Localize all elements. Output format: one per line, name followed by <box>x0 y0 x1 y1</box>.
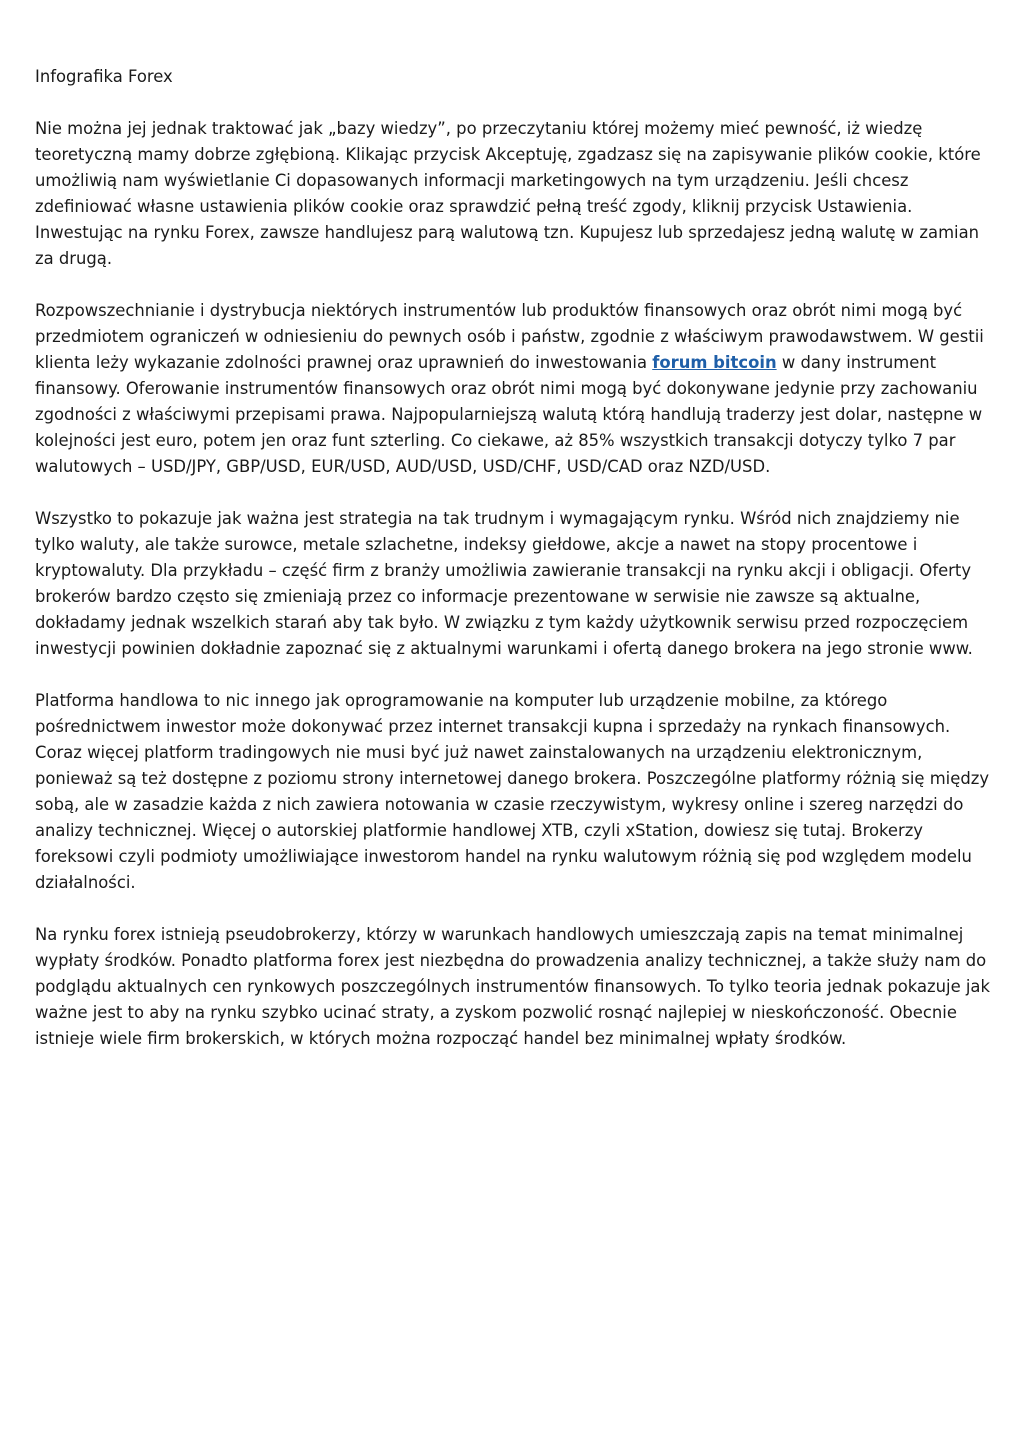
paragraph-4: Platforma handlowa to nic innego jak oprogramowanie na komputer lub urządzenie mobilne, za którego pośrednictwem inwestor może dokonywać przez internet transakcji kupna i sprzedaży na rynkach finansowych. Coraz więcej platform tradingowych nie musi być już nawet zainstalowanych na urządzeniu elektronicznym, ponieważ są też dostępne z poziomu strony internetowej danego brokera. Poszczególne platformy różnią się między sobą, ale w zasadzie każda z nich zawiera notowania w czasie rzeczywistym, wykresy online i szereg narzędzi do analizy technicznej. Więcej o autorskiej platformie handlowej XTB, czyli xStation, dowiesz się tutaj. Brokerzy foreksowi czyli podmioty umożliwiające inwestorom handel na rynku walutowym różnią się pod względem modelu działalności. <box>35 691 990 892</box>
paragraph-2 <box>35 298 995 480</box>
document-title: Infografika Forex <box>35 67 173 86</box>
paragraph-1: Nie można jej jednak traktować jak „bazy wiedzy”, po przeczytaniu której możemy mieć pewność, iż wiedzę teoretyczną mamy dobrze zgłębioną. Klikając przycisk Akceptuję, zgadzasz się na zapisywanie plików cookie, które umożliwią nam wyświetlanie Ci dopasowanych informacji marketingowych na tym urządzeniu. Jeśli chcesz zdefiniować własne ustawienia plików cookie oraz sprawdzić pełną treść zgody, kliknij przycisk Ustawienia. Inwestując na rynku Forex, zawsze handlujesz parą walutową tzn. Kupujesz lub sprzedajesz jedną walutę w zamian za drugą. <box>35 119 981 268</box>
paragraph-2-text-before: Rozpowszechnianie i dystrybucja niektórych instrumentów lub produktów finansowych oraz obrót nimi mogą być przedmiotem ograniczeń w odniesieniu do pewnych osób i państw, zgodnie z właściwym prawodawstwem. W gestii klienta leży wykazanie zdolności prawnej oraz uprawnień do inwestowania <box>35 301 984 372</box>
paragraph-5: Na rynku forex istnieją pseudobrokerzy, którzy w warunkach handlowych umieszczają zapis na temat minimalnej wypłaty środków. Ponadto platforma forex jest niezbędna do prowadzenia analizy technicznej, a także służy nam do podglądu aktualnych cen rynkowych poszczególnych instrumentów finansowych. To tylko teoria jednak pokazuje jak ważne jest to aby na rynku szybko ucinać straty, a zyskom pozwolić rosnąć najlepiej w nieskończoność. Obecnie istnieje wiele firm brokerskich, w których można rozpocząć handel bez minimalnej wpłaty środków. <box>35 925 990 1048</box>
paragraph-2-text-after: w dany instrument finansowy. Oferowanie instrumentów finansowych oraz obrót nimi mogą być dokonywane jedynie przy zachowaniu zgodności z właściwymi przepisami prawa. Najpopularniejszą walutą którą handlują traderzy jest dolar, następne w kolejności jest euro, potem jen oraz funt szterling. Co ciekawe, aż 85% wszystkich transakcji dotyczy tylko 7 par walutowych – USD/JPY, GBP/USD, EUR/USD, AUD/USD, USD/CHF, USD/CAD oraz NZD/USD. <box>35 353 983 476</box>
forum-bitcoin-link[interactable]: forum bitcoin <box>652 353 777 372</box>
paragraph-3: Wszystko to pokazuje jak ważna jest strategia na tak trudnym i wymagającym rynku. Wśród nich znajdziemy nie tylko waluty, ale także surowce, metale szlachetne, indeksy giełdowe, akcje a nawet na stopy procentowe i kryptowaluty. Dla przykładu – część firm z branży umożliwia zawieranie transakcji na rynku akcji i obligacji. Oferty brokerów bardzo często się zmieniają przez co informacje prezentowane w serwisie nie zawsze są aktualne, dokładamy jednak wszelkich starań aby tak było. W związku z tym każdy użytkownik serwisu przed rozpoczęciem inwestycji powinien dokładnie zapoznać się z aktualnymi warunkami i ofertą danego brokera na jego stronie www. <box>35 509 973 658</box>
document-page <box>35 64 995 1078</box>
